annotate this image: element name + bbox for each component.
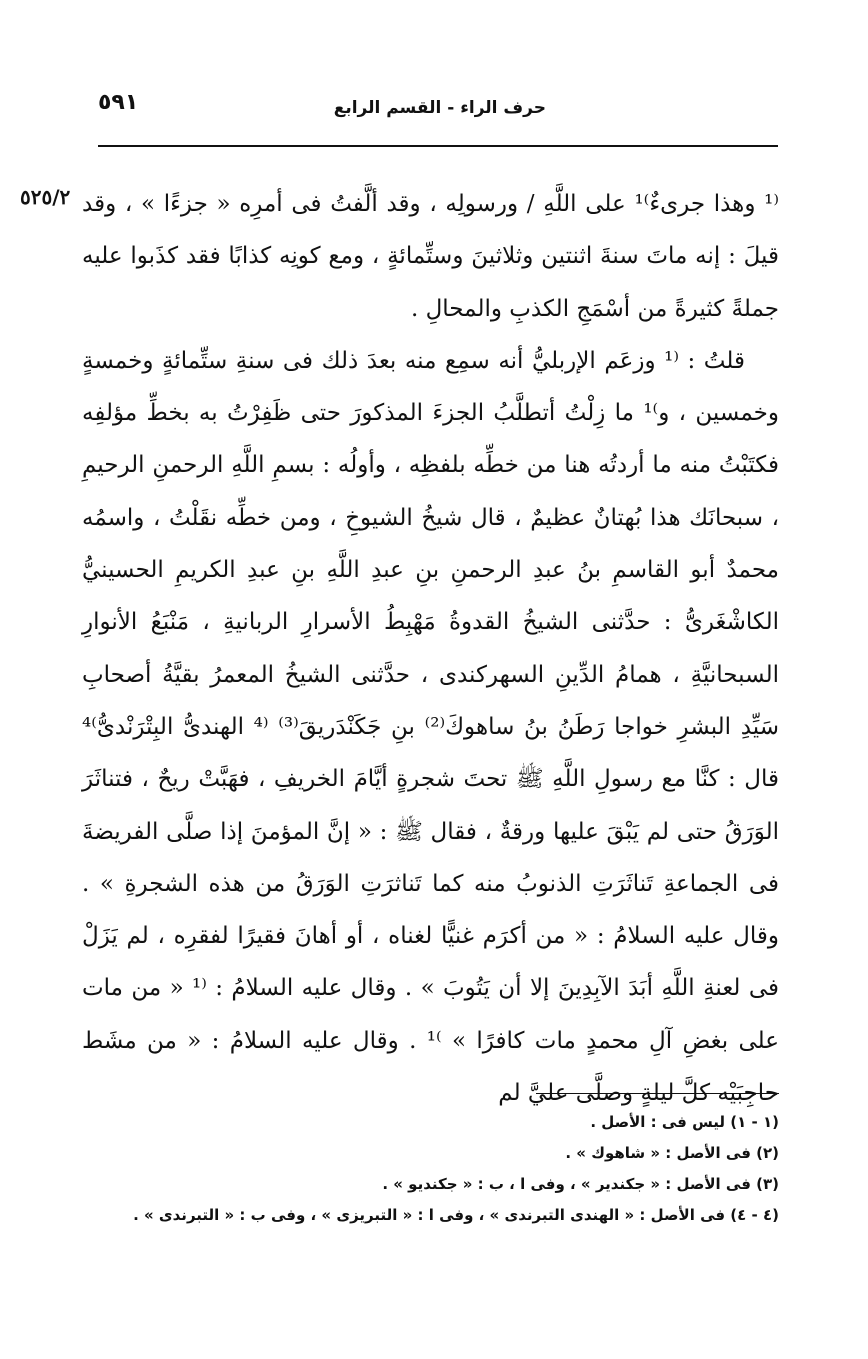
- footnote-4: (٤ - ٤) فى الأصل : « الهندى التبرندى » ، وفى ا : « التبريزى » ، وفى ب : « التبرندى » .: [133, 1206, 779, 1224]
- header-rule: [98, 145, 778, 147]
- footnote-1: (١ - ١) ليس فى : الأصل .: [590, 1113, 779, 1131]
- margin-reference: ٥٢٥/٢: [20, 185, 71, 209]
- footnote-2: (٢) فى الأصل : « شاهوك » .: [565, 1144, 779, 1162]
- page-number: ٥٩١: [98, 90, 139, 115]
- paragraph-1: ⁽¹ وهذا جرىءٌ⁾¹ على اللَّهِ / ورسولِه ، وقد ألَّفتُ فى أمرِه « جزءًا » ، وقد قيلَ : إنه ماتَ سنةَ اثنتين وثلاثينَ وستِّمائةٍ ، ومع كونِه كذابًا فقد كذَبوا عليه جملةً كثيرةً من أسْمَجِ الكذبِ والمحالِ .: [82, 191, 779, 322]
- header-title: حرف الراء - القسم الرابع: [333, 98, 546, 118]
- running-header: [98, 92, 778, 128]
- footnote-3: (٣) فى الأصل : « جكندير » ، وفى ا ، ب : « جكنديو » .: [382, 1175, 779, 1193]
- footnotes: [133, 1107, 779, 1231]
- main-text: [82, 178, 779, 1119]
- paragraph-2: قلتُ : ⁽¹ وزعَم الإربليُّ أنه سمِع منه بعدَ ذلك فى سنةِ ستِّمائةٍ وخمسةٍ وخمسين ، و⁾¹ ما زِلْتُ أتطلَّبُ الجزءَ المذكورَ حتى ظَفِرْتُ به بخطِّ مؤلفِه فكتَبْتُ منه ما أردتُه هنا من خطِّه بلفظِه ، وأولُه : بسمِ اللَّهِ الرحمنِ الرحيمِ ، سبحانَك هذا بُهتانٌ عظيمٌ ، قال شيخُ الشيوخِ ، ومن خطِّه نقَلْتُ ، واسمُه محمدٌ أبو القاسمِ بنُ عبدِ الرحمنِ بنِ عبدِ اللَّهِ بنِ عبدِ الكريمِ الحسينيُّ الكاشْغَرىُّ : حدَّثنى الشيخُ القدوةُ مَهْبِطُ الأسرارِ الربانيةِ ، مَنْبَعُ الأنوارِ السبحانيَّةِ ، همامُ الدِّينِ السهركندى ، حدَّثنى الشيخُ المعمرُ بقيَّةُ أصحابِ سَيِّدِ البشرِ خواجا رَطَنُ بنُ ساهوكَ⁽²⁾ بنِ جَكَنْدَريقَ⁽³⁾ ⁽⁴ الهندىُّ البِتْرَنْدىُّ⁾⁴ قال : كنَّا مع رسولِ اللَّهِ ﷺ تحتَ شجرةٍ أيَّامَ الخريفِ ، فهَبَّتْ ريحٌ ، فتناثَرَ الوَرَقُ حتى لم يَبْقَ عليها ورقةٌ ، فقال ﷺ : « إنَّ المؤمنَ إذا صلَّى الفريضةَ فى الجماعةِ تَناثَرَتِ الذنوبُ منه كما تَناثرَتِ الوَرَقُ من هذه الشجرةِ » . وقال عليه السلامُ : « من أكرَم غنيًّا لغناه ، أو أهانَ فقيرًا لفقرِه ، لم يَزَلْ فى لعنةِ اللَّهِ أبَدَ الآبِدِينَ إلا أن يَتُوبَ » . وقال عليه السلامُ : ⁽¹ « من مات على بغضِ آلِ محمدٍ مات كافرًا » ⁾¹ . وقال عليه السلامُ : « من مشَط حاجِبَيْه كلَّ ليلةٍ وصلَّى عليَّ لم: [82, 347, 779, 1107]
- footnote-rule: [536, 1093, 779, 1094]
